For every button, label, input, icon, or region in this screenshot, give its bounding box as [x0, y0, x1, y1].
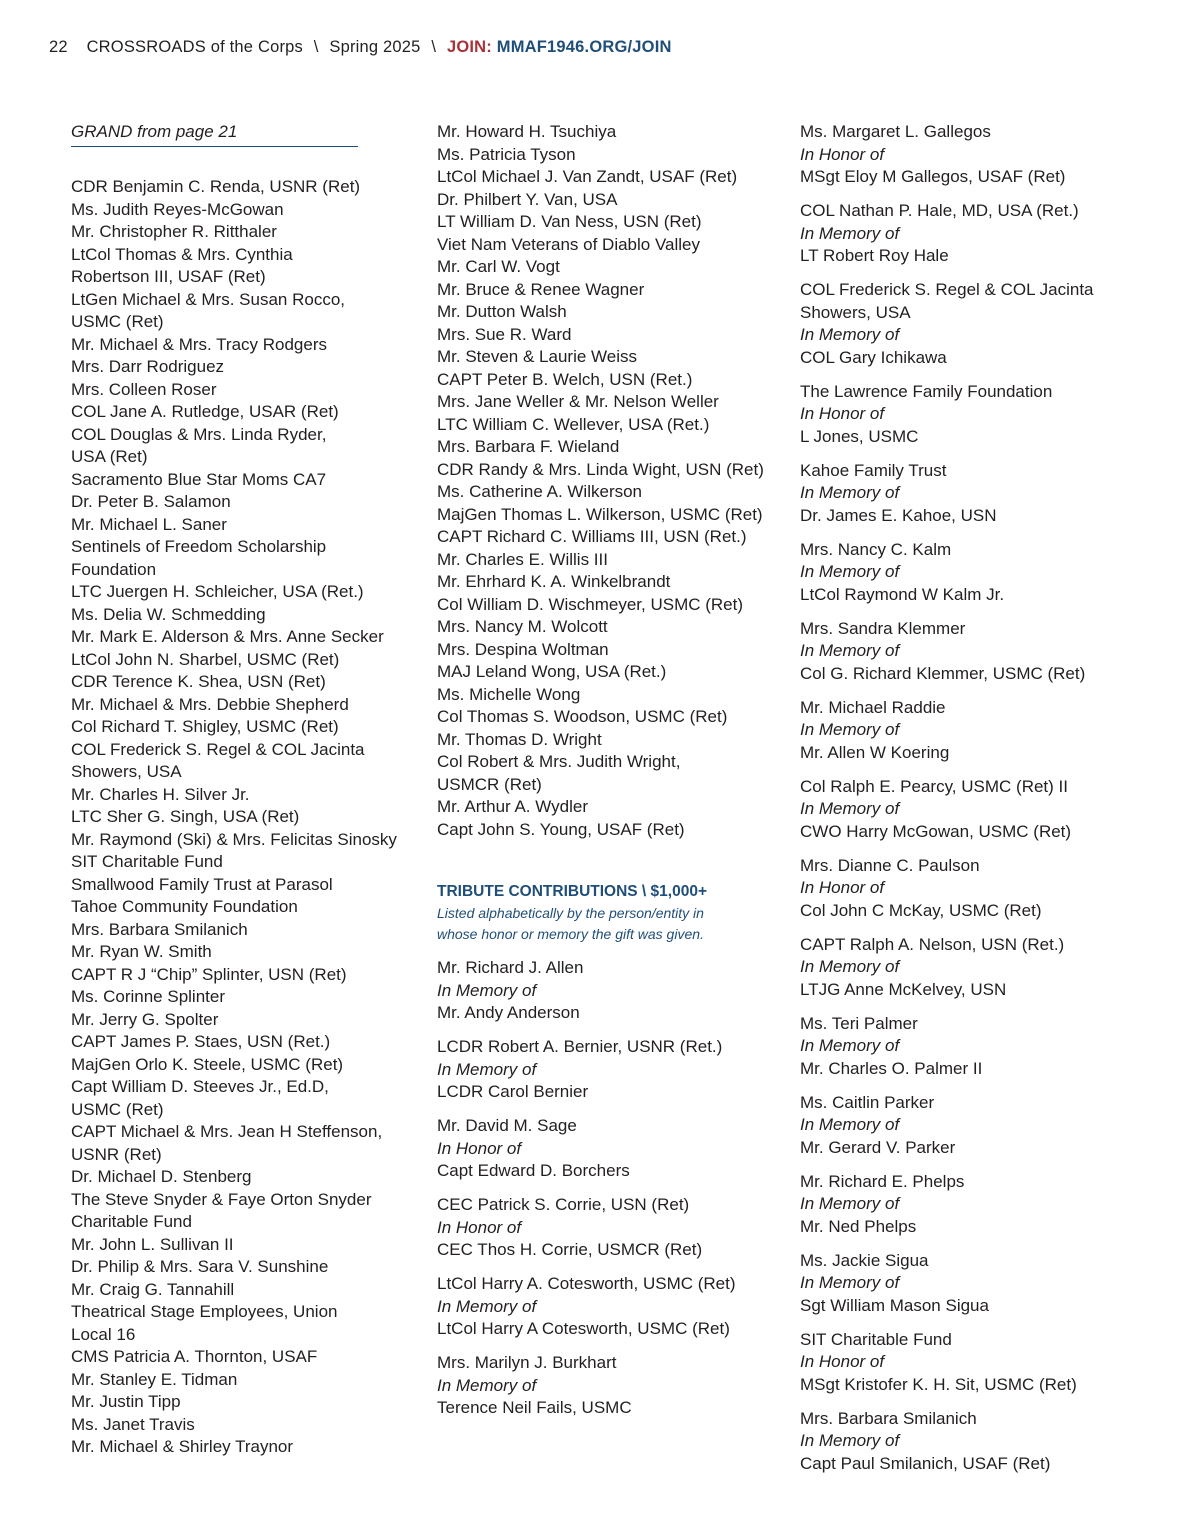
tribute-honoree: Mr. Allen W Koering — [800, 742, 950, 762]
donor-name — [71, 986, 416, 1009]
donor-name-line: Theatrical Stage Employees, Union — [71, 1302, 338, 1321]
header-separator: \ — [431, 38, 437, 56]
tribute-honoree: Col G. Richard Klemmer, USMC (Ret) — [800, 663, 1086, 683]
tribute-honoree: Mr. Andy Anderson — [437, 1003, 580, 1022]
donor-name-line: Capt William D. Steeves Jr., Ed.D, — [71, 1077, 329, 1096]
donor-name — [437, 526, 782, 549]
donor-name-line: Mr. Carl W. Vogt — [437, 257, 560, 276]
tribute-entry — [437, 1352, 782, 1420]
tribute-entry — [800, 539, 1145, 607]
donor-name — [71, 221, 416, 244]
donor-name — [437, 459, 782, 482]
donor-name-line: Mrs. Darr Rodriguez — [71, 357, 225, 376]
tribute-honoree: COL Gary Ichikawa — [800, 347, 947, 367]
donor-name — [437, 751, 782, 796]
donor-name-line: LtCol John N. Sharbel, USMC (Ret) — [71, 649, 340, 669]
tribute-donor: Mrs. Dianne C. Paulson — [800, 855, 980, 875]
tribute-list — [800, 121, 1145, 1475]
donor-name-line: Ms. Janet Travis — [71, 1414, 195, 1434]
donor-name-line: Mrs. Colleen Roser — [71, 379, 217, 399]
donor-name-line: MajGen Thomas L. Wilkerson, USMC (Ret) — [437, 504, 763, 524]
donor-name — [71, 356, 416, 379]
donor-name-line: Mr. Stanley E. Tidman — [71, 1369, 238, 1389]
donor-name — [71, 1391, 416, 1414]
donor-name-line: The Steve Snyder & Faye Orton Snyder — [71, 1189, 372, 1209]
tribute-honoree: Sgt William Mason Sigua — [800, 1295, 989, 1315]
tribute-donor: Mr. Richard E. Phelps — [800, 1171, 965, 1191]
donor-name-line: COL Douglas & Mrs. Linda Ryder, — [71, 424, 327, 444]
tribute-type: In Memory of — [437, 1375, 537, 1395]
tribute-type: In Memory of — [800, 720, 900, 739]
donor-name-line: Col Robert & Mrs. Judith Wright, — [437, 752, 681, 771]
tribute-honoree: CWO Harry McGowan, USMC (Ret) — [800, 821, 1072, 841]
tribute-entry — [437, 1273, 782, 1341]
donor-name-line: Local 16 — [71, 1324, 136, 1344]
tribute-list — [437, 957, 782, 1420]
tribute-type: In Honor of — [800, 1352, 885, 1371]
donor-list — [437, 121, 782, 841]
donor-name-line: Viet Nam Veterans of Diablo Valley — [437, 234, 701, 254]
tribute-type: In Memory of — [800, 562, 900, 581]
donor-name — [437, 706, 782, 729]
tribute-donor: Kahoe Family Trust — [800, 460, 947, 480]
tribute-type: In Honor of — [800, 144, 885, 164]
donor-name-line: Dr. Philbert Y. Van, USA — [437, 189, 618, 209]
column-3 — [800, 121, 1145, 1487]
donor-name-line: LTC Juergen H. Schleicher, USA (Ret.) — [71, 582, 364, 601]
donor-name-line: Mr. Christopher R. Ritthaler — [71, 222, 277, 241]
tribute-type: In Memory of — [800, 957, 900, 976]
donor-name — [437, 481, 782, 504]
donor-name — [71, 1189, 416, 1234]
donor-name — [71, 1414, 416, 1437]
donor-name-line: Dr. Peter B. Salamon — [71, 492, 231, 511]
donor-name-line: Mr. Steven & Laurie Weiss — [437, 347, 637, 366]
tribute-honoree: L Jones, USMC — [800, 426, 919, 446]
tribute-donor: Mr. Richard J. Allen — [437, 958, 584, 977]
donor-name-line: Dr. Philip & Mrs. Sara V. Sunshine — [71, 1257, 329, 1276]
tribute-entry — [800, 1171, 1145, 1239]
donor-name — [437, 166, 782, 189]
donor-name-line: Sacramento Blue Star Moms CA7 — [71, 469, 327, 489]
donor-name — [71, 851, 416, 874]
donor-name-line: Mr. Jerry G. Spolter — [71, 1009, 219, 1029]
donor-name — [71, 1436, 416, 1459]
donor-name-line: LtCol Thomas & Mrs. Cynthia — [71, 244, 293, 264]
tribute-entry — [437, 957, 782, 1025]
tribute-entry — [800, 381, 1145, 449]
donor-name-line: LTC William C. Wellever, USA (Ret.) — [437, 414, 710, 434]
donor-name — [437, 571, 782, 594]
donor-name-line: Mrs. Barbara Smilanich — [71, 919, 248, 939]
donor-name — [71, 199, 416, 222]
tribute-honoree: LT Robert Roy Hale — [800, 246, 949, 265]
donor-name-line: Mrs. Nancy M. Wolcott — [437, 617, 608, 636]
donor-name-line: Col Thomas S. Woodson, USMC (Ret) — [437, 707, 728, 726]
donor-name-line: LtCol Michael J. Van Zandt, USAF (Ret) — [437, 167, 738, 186]
donor-name — [71, 1234, 416, 1257]
donor-name-line: Charitable Fund — [71, 1212, 192, 1231]
donor-name — [71, 244, 416, 289]
donor-name — [437, 234, 782, 257]
donor-name — [71, 964, 416, 987]
donor-name-line: USA (Ret) — [71, 447, 148, 466]
tribute-type: In Memory of — [437, 1059, 537, 1079]
tribute-entry — [800, 121, 1145, 189]
donor-name-line: Foundation — [71, 559, 157, 579]
donor-name — [71, 1346, 416, 1369]
donor-name — [71, 1301, 416, 1346]
donor-list — [71, 176, 416, 1459]
donor-name — [71, 1166, 416, 1189]
donor-name-line: Mr. Ehrhard K. A. Winkelbrandt — [437, 572, 671, 591]
donor-name — [437, 414, 782, 437]
tribute-honoree: Col John C McKay, USMC (Ret) — [800, 900, 1042, 920]
donor-name-line: MajGen Orlo K. Steele, USMC (Ret) — [71, 1054, 344, 1074]
donor-name-line: USNR (Ret) — [71, 1144, 162, 1164]
donor-name-line: Mrs. Barbara F. Wieland — [437, 437, 620, 456]
donor-name — [71, 1279, 416, 1302]
donor-name — [71, 1076, 416, 1121]
tribute-donor: Mrs. Marilyn J. Burkhart — [437, 1353, 617, 1372]
donor-name — [71, 694, 416, 717]
donor-name — [437, 504, 782, 527]
tribute-type: In Memory of — [800, 1194, 900, 1213]
donor-name-line: CAPT R J “Chip” Splinter, USN (Ret) — [71, 964, 347, 984]
column-1 — [71, 121, 416, 1459]
donor-name — [71, 581, 416, 604]
donor-name-line: Mr. Charles H. Silver Jr. — [71, 784, 250, 804]
donor-name-line: Mrs. Jane Weller & Mr. Nelson Weller — [437, 392, 719, 411]
donor-name — [437, 301, 782, 324]
tribute-donor: CEC Patrick S. Corrie, USN (Ret) — [437, 1195, 690, 1214]
donor-name — [71, 604, 416, 627]
donor-name-line: Capt John S. Young, USAF (Ret) — [437, 819, 685, 839]
tribute-entry — [800, 776, 1145, 844]
donor-name — [71, 806, 416, 829]
tribute-donor: COL Nathan P. Hale, MD, USA (Ret.) — [800, 201, 1079, 220]
donor-name-line: Showers, USA — [71, 762, 182, 781]
tribute-entry — [800, 279, 1145, 369]
donor-name-line: CAPT Peter B. Welch, USN (Ret.) — [437, 369, 693, 389]
donor-name-line: Mr. Michael & Shirley Traynor — [71, 1437, 294, 1456]
donor-name-line: Col William D. Wischmeyer, USMC (Ret) — [437, 594, 744, 614]
tribute-honoree: Mr. Gerard V. Parker — [800, 1137, 956, 1157]
donor-name-line: Mr. Dutton Walsh — [437, 302, 567, 321]
donor-name-line: Mr. Howard H. Tsuchiya — [437, 122, 617, 141]
donor-name — [437, 616, 782, 639]
tribute-type: In Memory of — [800, 1115, 900, 1134]
tribute-type: In Memory of — [437, 1296, 537, 1316]
tribute-entry — [800, 697, 1145, 765]
donor-name — [71, 469, 416, 492]
donor-name — [71, 1009, 416, 1032]
donor-name — [437, 279, 782, 302]
donor-name — [71, 941, 416, 964]
tribute-type: In Honor of — [800, 878, 885, 897]
tribute-entry — [800, 1013, 1145, 1081]
tribute-donor: Ms. Teri Palmer — [800, 1013, 918, 1033]
tribute-honoree: LtCol Harry A Cotesworth, USMC (Ret) — [437, 1319, 730, 1338]
donor-name — [437, 684, 782, 707]
tribute-donor: COL Frederick S. Regel & COL Jacinta — [800, 280, 1094, 299]
tribute-donor: SIT Charitable Fund — [800, 1329, 952, 1349]
tribute-type: In Memory of — [800, 1273, 900, 1292]
donor-name — [437, 729, 782, 752]
continued-heading: GRAND from page 21 — [71, 122, 238, 141]
donor-name — [71, 379, 416, 402]
tribute-entry — [800, 855, 1145, 923]
donor-name-line: Mr. Thomas D. Wright — [437, 729, 602, 749]
tribute-type: In Honor of — [800, 404, 885, 423]
donor-name-line: CAPT Richard C. Williams III, USN (Ret.) — [437, 527, 747, 546]
donor-name-line: CDR Benjamin C. Renda, USNR (Ret) — [71, 177, 361, 196]
tribute-honoree: LtCol Raymond W Kalm Jr. — [800, 584, 1005, 604]
donor-name — [437, 144, 782, 167]
donor-name-line: Tahoe Community Foundation — [71, 897, 298, 916]
donor-name-line: Mr. Michael L. Saner — [71, 514, 227, 534]
donor-name-line: USMCR (Ret) — [437, 774, 542, 794]
tribute-donor: Mrs. Barbara Smilanich — [800, 1408, 977, 1428]
donor-name-line: Ms. Michelle Wong — [437, 684, 581, 704]
donor-name — [437, 256, 782, 279]
donor-name — [437, 549, 782, 572]
donor-name — [437, 346, 782, 369]
section-heading: TRIBUTE CONTRIBUTIONS \ $1,000+ — [437, 883, 708, 900]
donor-name-line: LTC Sher G. Singh, USA (Ret) — [71, 807, 300, 826]
donor-name-line: LtGen Michael & Mrs. Susan Rocco, — [71, 289, 346, 309]
tribute-type: In Memory of — [800, 325, 900, 344]
tribute-type: In Memory of — [800, 799, 900, 818]
tribute-honoree: Mr. Ned Phelps — [800, 1216, 917, 1236]
tribute-donor: Ms. Jackie Sigua — [800, 1250, 929, 1270]
donor-name — [437, 391, 782, 414]
donor-name-line: MAJ Leland Wong, USA (Ret.) — [437, 662, 667, 681]
donor-name — [71, 626, 416, 649]
tribute-entry — [800, 1092, 1145, 1160]
tribute-entry — [800, 200, 1145, 268]
donor-name — [71, 334, 416, 357]
tribute-donor: Mrs. Nancy C. Kalm — [800, 539, 952, 559]
donor-name — [437, 639, 782, 662]
donor-name-line: Mr. Bruce & Renee Wagner — [437, 279, 645, 299]
donor-name — [437, 436, 782, 459]
donor-name-line: Mr. Michael & Mrs. Debbie Shepherd — [71, 694, 349, 714]
donor-name — [71, 829, 416, 852]
tribute-donor: LtCol Harry A. Cotesworth, USMC (Ret) — [437, 1274, 736, 1293]
tribute-type: In Memory of — [800, 483, 900, 502]
donor-name — [71, 424, 416, 469]
donor-name — [71, 491, 416, 514]
tribute-honoree: LCDR Carol Bernier — [437, 1082, 589, 1101]
donor-name — [71, 874, 416, 897]
page-number: 22 — [49, 38, 68, 56]
donor-name-line: Mrs. Despina Woltman — [437, 639, 609, 659]
donor-name — [71, 649, 416, 672]
donor-name — [437, 796, 782, 819]
donor-name-line: CDR Randy & Mrs. Linda Wight, USN (Ret) — [437, 459, 764, 479]
donor-name — [437, 661, 782, 684]
donor-name — [71, 896, 416, 919]
tribute-entry — [437, 1115, 782, 1183]
tribute-type: In Memory of — [800, 641, 900, 660]
donor-name — [437, 121, 782, 144]
tribute-donor: The Lawrence Family Foundation — [800, 381, 1053, 401]
tribute-entry — [437, 1036, 782, 1104]
donor-name — [437, 369, 782, 392]
donor-name-line: Ms. Catherine A. Wilkerson — [437, 482, 643, 501]
page-header — [49, 38, 672, 57]
donor-name-line: Mr. John L. Sullivan II — [71, 1234, 234, 1254]
publication-title: CROSSROADS of the Corps — [86, 38, 303, 56]
donor-name-line: Mr. Justin Tipp — [71, 1392, 181, 1411]
tribute-honoree: Mr. Charles O. Palmer II — [800, 1058, 983, 1078]
donor-name-line: Smallwood Family Trust at Parasol — [71, 874, 333, 894]
tribute-honoree: Terence Neil Fails, USMC — [437, 1398, 632, 1417]
tribute-honoree: Capt Paul Smilanich, USAF (Ret) — [800, 1453, 1051, 1473]
tribute-entry — [437, 1194, 782, 1262]
donor-name-line: USMC (Ret) — [71, 1099, 164, 1119]
donor-name — [71, 1369, 416, 1392]
donor-name-line: LT William D. Van Ness, USN (Ret) — [437, 212, 702, 231]
donor-name — [71, 671, 416, 694]
tribute-donor: Mr. Michael Raddie — [800, 697, 946, 717]
tribute-honoree: Capt Edward D. Borchers — [437, 1161, 630, 1180]
donor-name — [71, 919, 416, 942]
donor-name-line: Mr. Charles E. Willis III — [437, 549, 608, 569]
tribute-donor: Mrs. Sandra Klemmer — [800, 618, 966, 638]
donor-name-line: CMS Patricia A. Thornton, USAF — [71, 1347, 318, 1366]
donor-name — [71, 784, 416, 807]
donor-name-line: Mr. Craig G. Tannahill — [71, 1279, 235, 1299]
tribute-type: In Honor of — [437, 1138, 522, 1158]
section-subtitle-line: whose honor or memory the gift was given. — [437, 926, 704, 942]
donor-name-line: Ms. Judith Reyes-McGowan — [71, 199, 284, 219]
donor-name-line: Col Richard T. Shigley, USMC (Ret) — [71, 717, 339, 736]
tribute-donor: CAPT Ralph A. Nelson, USN (Ret.) — [800, 934, 1065, 954]
donor-name-line: SIT Charitable Fund — [71, 852, 223, 871]
tribute-donor: Mr. David M. Sage — [437, 1116, 577, 1135]
donor-name-line: Ms. Patricia Tyson — [437, 144, 576, 164]
donor-name-line: COL Jane A. Rutledge, USAR (Ret) — [71, 402, 339, 421]
donor-name-line: Ms. Delia W. Schmedding — [71, 604, 266, 624]
issue-label: Spring 2025 — [329, 38, 421, 56]
donor-name-line: CAPT Michael & Mrs. Jean H Steffenson, — [71, 1122, 383, 1141]
donor-name — [71, 176, 416, 199]
donor-name-line: Mrs. Sue R. Ward — [437, 324, 572, 344]
tribute-entry — [800, 934, 1145, 1002]
tribute-type: In Honor of — [437, 1217, 522, 1237]
tribute-honoree: LTJG Anne McKelvey, USN — [800, 979, 1007, 999]
join-link[interactable]: MMAF1946.ORG/JOIN — [496, 38, 672, 56]
donor-name-line: Robertson III, USAF (Ret) — [71, 267, 266, 286]
tribute-honoree: Dr. James E. Kahoe, USN — [800, 505, 997, 525]
section-subtitle-line: Listed alphabetically by the person/entity in — [437, 905, 704, 921]
tribute-entry — [800, 1250, 1145, 1318]
donor-name-line: Ms. Corinne Splinter — [71, 987, 226, 1006]
section-subtitle — [437, 903, 782, 945]
donor-name — [71, 1054, 416, 1077]
donor-name-line: Mr. Mark E. Alderson & Mrs. Anne Secker — [71, 627, 384, 646]
donor-name — [71, 536, 416, 581]
tribute-honoree: MSgt Kristofer K. H. Sit, USMC (Ret) — [800, 1374, 1077, 1394]
donor-name — [437, 189, 782, 212]
donor-name — [71, 1031, 416, 1054]
tribute-entry — [800, 460, 1145, 528]
tribute-entry — [800, 618, 1145, 686]
tribute-type: In Memory of — [800, 1431, 900, 1450]
tribute-donor: LCDR Robert A. Bernier, USNR (Ret.) — [437, 1037, 723, 1056]
donor-name-line: Mr. Ryan W. Smith — [71, 942, 212, 961]
tribute-donor: Ms. Caitlin Parker — [800, 1092, 935, 1112]
tribute-type: In Memory of — [800, 1036, 900, 1055]
donor-name-line: COL Frederick S. Regel & COL Jacinta — [71, 739, 365, 759]
tribute-type: In Memory of — [800, 223, 900, 243]
header-separator: \ — [313, 38, 319, 56]
tribute-honoree: MSgt Eloy M Gallegos, USAF (Ret) — [800, 167, 1066, 186]
tribute-entry — [800, 1329, 1145, 1397]
tribute-donor: Ms. Margaret L. Gallegos — [800, 122, 991, 141]
donor-name-line: Mr. Arthur A. Wydler — [437, 797, 588, 816]
donor-name — [437, 594, 782, 617]
donor-name — [437, 211, 782, 234]
donor-name-line: USMC (Ret) — [71, 312, 164, 331]
donor-name-line: Sentinels of Freedom Scholarship — [71, 537, 327, 556]
donor-name-line: CDR Terence K. Shea, USN (Ret) — [71, 672, 326, 691]
join-label: JOIN: — [446, 38, 492, 56]
tribute-type: In Memory of — [437, 980, 537, 1000]
tribute-donor: Showers, USA — [800, 302, 911, 322]
tribute-donor: Col Ralph E. Pearcy, USMC (Ret) II — [800, 776, 1068, 796]
donor-name — [437, 324, 782, 347]
donor-name — [71, 739, 416, 784]
continued-rule — [71, 146, 358, 147]
column-2 — [437, 121, 782, 1431]
donor-name — [71, 401, 416, 424]
donor-name-line: CAPT James P. Staes, USN (Ret.) — [71, 1032, 331, 1051]
donor-name-line: Dr. Michael D. Stenberg — [71, 1167, 252, 1186]
donor-name — [437, 819, 782, 842]
donor-name — [71, 289, 416, 334]
donor-name-line: Mr. Raymond (Ski) & Mrs. Felicitas Sinosky — [71, 829, 397, 849]
tribute-honoree: CEC Thos H. Corrie, USMCR (Ret) — [437, 1240, 703, 1259]
donor-name — [71, 716, 416, 739]
donor-name-line: Mr. Michael & Mrs. Tracy Rodgers — [71, 334, 328, 354]
donor-name — [71, 1256, 416, 1279]
donor-name — [71, 1121, 416, 1166]
tribute-entry — [800, 1408, 1145, 1476]
donor-name — [71, 514, 416, 537]
